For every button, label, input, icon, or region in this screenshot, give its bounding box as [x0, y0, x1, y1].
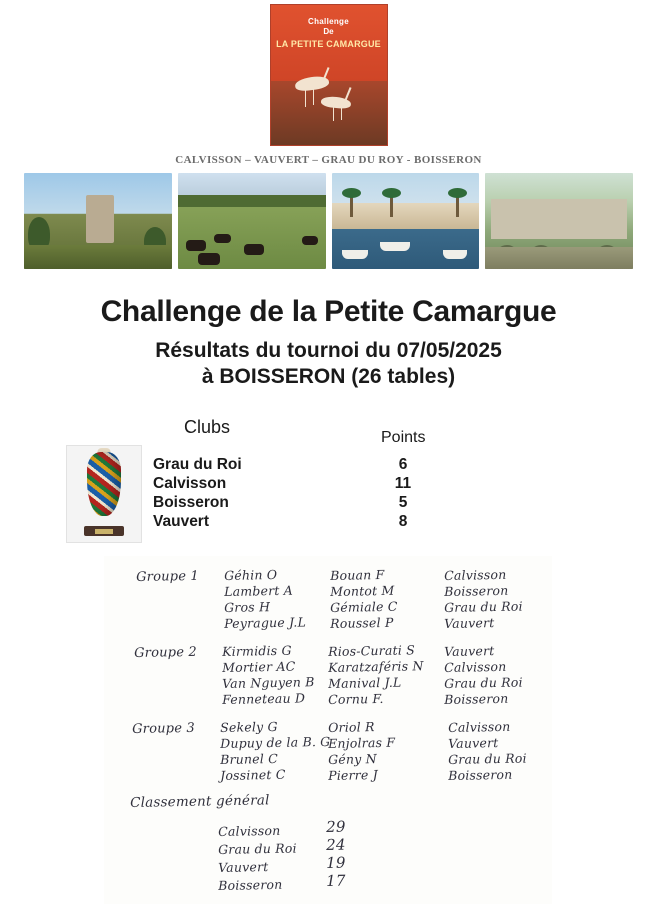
hedge-shape	[178, 195, 326, 207]
groupe2-col1-row2: Mortier AC	[222, 658, 296, 675]
photo-port-grau-du-roi	[332, 173, 480, 269]
trophy-photo	[66, 445, 142, 543]
handwritten-results-scan	[104, 556, 552, 904]
club-points-list	[392, 455, 414, 531]
groupe1-col3-row1: Calvisson	[444, 566, 507, 583]
groupe3-col1-row2: Dupuy de la B. G	[220, 733, 331, 751]
trophy-plaque	[95, 529, 113, 534]
poster-container	[0, 0, 657, 146]
groupe3-col3-row4: Boisseron	[448, 766, 513, 783]
groupe1-col3-row3: Grau du Roi	[444, 598, 523, 615]
groupe3-col2-row1: Oriol R	[328, 719, 375, 735]
results-summary	[0, 417, 657, 530]
poster-line2: De	[323, 27, 334, 36]
photo-taureaux-pre	[178, 173, 326, 269]
groupe2-col3-row1: Vauvert	[444, 643, 495, 659]
table-row: Vauvert	[153, 513, 210, 530]
groupe1-col2-row3: Gémiale C	[330, 598, 398, 615]
groupe1-col1-row4: Peyrague J.L	[224, 614, 307, 631]
groupe3-col3-row1: Calvisson	[448, 718, 511, 735]
groupe2-col1-row1: Kirmidis G	[222, 642, 292, 659]
groupe1-col3-row2: Boisseron	[444, 582, 509, 599]
classement-row3-score: 19	[325, 853, 346, 872]
groupe1-label: Groupe 1	[136, 568, 200, 585]
boat-shape	[342, 250, 368, 259]
classement-general-label: Classement général	[129, 792, 270, 811]
photo-strip	[0, 173, 657, 269]
tournament-date-line: Résultats du tournoi du 07/05/2025	[155, 339, 502, 362]
table-row: 5	[398, 494, 408, 511]
bull-shape	[198, 253, 220, 265]
bull-shape	[244, 244, 264, 255]
trophy-vase	[87, 452, 121, 516]
bush-shape	[24, 245, 172, 269]
table-row: 6	[398, 456, 408, 473]
tournament-location-line: à BOISSERON (26 tables)	[201, 365, 456, 388]
flamingo-leg	[305, 89, 307, 107]
bull-shape	[214, 234, 231, 243]
boat-shape	[380, 242, 410, 251]
groupe3-col1-row3: Brunel C	[220, 750, 279, 767]
groupe3-col3-row2: Vauvert	[448, 735, 499, 751]
table-row: 8	[398, 513, 408, 530]
table-row: Boisseron	[153, 494, 229, 511]
page-title: Challenge de la Petite Camargue	[100, 295, 557, 328]
table-row: Calvisson	[153, 475, 227, 492]
table-row: 11	[394, 475, 412, 492]
palm-tree-icon	[350, 195, 353, 217]
groupe2-col2-row3: Manival J.L	[328, 674, 402, 691]
palm-tree-icon	[456, 195, 459, 217]
flamingo-leg	[333, 107, 335, 121]
flamingo-leg	[313, 89, 315, 105]
towns-subtitle: CALVISSON – VAUVERT – GRAU DU ROY - BOISSERON	[175, 154, 482, 166]
classement-row4-club: Boisseron	[218, 876, 283, 893]
groupe3-col1-row1: Sekely G	[220, 718, 278, 735]
classement-row1-score: 29	[325, 817, 346, 836]
classement-row1-club: Calvisson	[218, 822, 281, 839]
bull-shape	[302, 236, 318, 245]
photo-pont-aqueduc	[485, 173, 633, 269]
groupe1-col3-row4: Vauvert	[444, 615, 495, 631]
bull-shape	[186, 240, 206, 251]
classement-row4-score: 17	[325, 871, 346, 890]
groupe2-col2-row1: Rios-Curati S	[328, 642, 416, 659]
table-row: Grau du Roi	[153, 456, 242, 473]
groupe1-col1-row2: Lambert A	[224, 582, 294, 599]
club-name-list	[153, 455, 242, 531]
groupe3-col2-row2: Enjolras F	[328, 734, 396, 751]
groupe2-col2-row2: Karatzaféris N	[328, 658, 424, 675]
path-shape	[485, 247, 633, 269]
groupe2-label: Groupe 2	[134, 644, 198, 661]
groupe3-label: Groupe 3	[132, 720, 196, 737]
groupe1-col1-row1: Géhin O	[224, 566, 278, 583]
poster-line3: LA PETITE CAMARGUE	[276, 39, 381, 49]
groupe1-col2-row2: Montot M	[330, 582, 395, 599]
groupe1-col2-row4: Roussel P	[330, 614, 394, 631]
groupe2-col2-row4: Cornu F.	[328, 690, 384, 707]
photo-tour-garrigue	[24, 173, 172, 269]
tower-shape	[86, 195, 114, 243]
groupe3-col2-row4: Pierre J	[328, 767, 379, 783]
classement-row2-club: Grau du Roi	[218, 840, 297, 857]
groupe2-col1-row3: Van Nguyen B	[222, 674, 315, 691]
column-header-clubs: Clubs	[184, 417, 231, 437]
groupe2-col3-row4: Boisseron	[444, 690, 509, 707]
groupe3-col1-row4: Jossinet C	[220, 766, 286, 783]
groupe1-col1-row3: Gros H	[224, 599, 271, 615]
groupe2-col1-row4: Fenneteau D	[222, 690, 306, 707]
challenge-poster-image	[270, 4, 388, 146]
groupe3-col3-row3: Grau du Roi	[448, 750, 527, 767]
groupe3-col2-row3: Gény N	[328, 751, 377, 767]
poster-ground	[271, 81, 387, 145]
bridge-shape	[491, 199, 627, 239]
classement-row3-club: Vauvert	[218, 859, 269, 875]
flamingo-leg	[341, 107, 343, 120]
palm-tree-icon	[390, 195, 393, 217]
poster-line1: Challenge	[308, 17, 349, 26]
groupe2-col3-row2: Calvisson	[444, 658, 507, 675]
groupe1-col2-row1: Bouan F	[330, 566, 385, 583]
boat-shape	[443, 250, 467, 259]
classement-row2-score: 24	[325, 835, 346, 854]
groupe2-col3-row3: Grau du Roi	[444, 674, 523, 691]
column-header-points: Points	[381, 429, 426, 446]
